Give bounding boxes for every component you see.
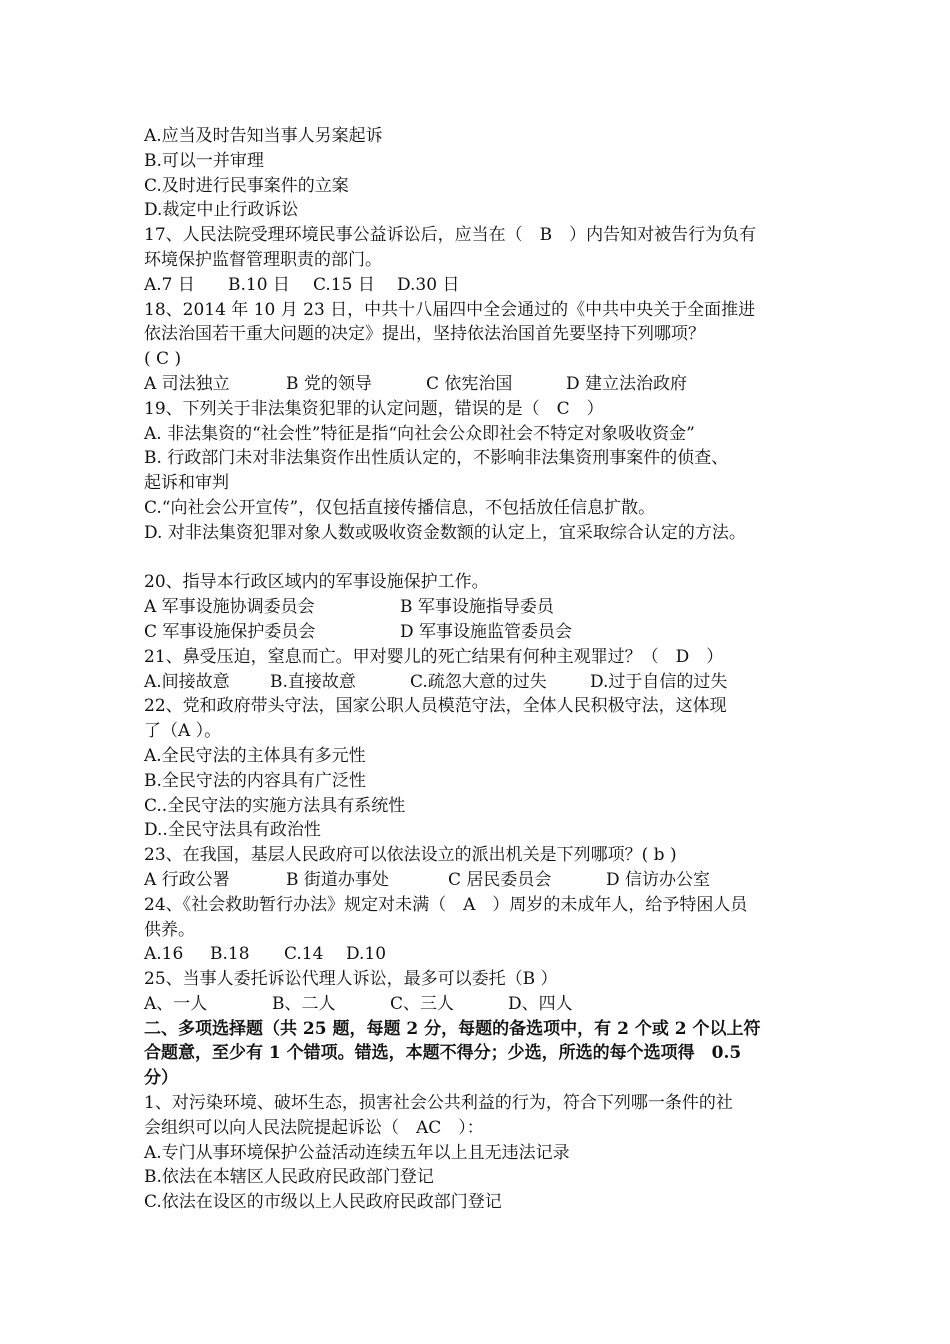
q22-option-c: C..全民守法的实施方法具有系统性 (144, 795, 406, 816)
q17-options (144, 273, 824, 298)
q22-option-d: D..全民守法具有政治性 (144, 820, 321, 841)
q23-option-c: C 居民委员会 (448, 869, 552, 890)
q17-stem-line-1: 17、人民法院受理环境民事公益诉讼后，应当在（ B ）内告知对被告行为负有 (144, 225, 757, 246)
q25-stem: 25、当事人委托诉讼代理人诉讼，最多可以委托（B ） (144, 969, 558, 990)
q20-option-b: B 军事设施指导委员 (400, 597, 554, 618)
q21-option-a: A.间接故意 (144, 671, 230, 692)
q22-option-b: B.全民守法的内容具有广泛性 (144, 770, 366, 791)
q19-option-b-line-1: B. 行政部门未对非法集资作出性质认定的，不影响非法集资刑事案件的侦查、 (144, 448, 729, 469)
q24-option-a: A.16 (144, 944, 184, 965)
q17-option-b: B.10 日 (228, 274, 290, 295)
q24-options (144, 942, 824, 967)
section-2-heading-line-2: 合题意，至少有 1 个错项。错选，本题不得分；少选，所选的每个选项得 0.5 (144, 1043, 742, 1064)
q23-option-b: B 街道办事处 (286, 869, 389, 890)
q17-stem-line-2: 环境保护监督管理职责的部门。 (144, 249, 382, 270)
q16-option-d: D.裁定中止行政诉讼 (144, 200, 299, 221)
m1-stem-line-2: 会组织可以向人民法院提起诉讼（ AC ）： (144, 1117, 484, 1138)
q18-option-c: C 依宪治国 (426, 373, 513, 394)
q21-options (144, 670, 824, 695)
q20-option-c: C 军事设施保护委员会 (144, 621, 316, 642)
q24-stem-line-1: 24、《社会救助暂行办法》规定对未满（ A ）周岁的未成年人，给予特困人员 (144, 894, 748, 915)
q25-option-c: C、三人 (390, 993, 455, 1014)
q21-option-c: C.疏忽大意的过失 (410, 671, 547, 692)
q24-option-c: C.14 (284, 944, 324, 965)
q25-option-a: A、一人 (144, 993, 208, 1014)
q22-stem-line-2: 了（A ）。 (144, 721, 222, 742)
q25-option-d: D、四人 (508, 993, 573, 1014)
q21-stem: 21、鼻受压迫，窒息而亡。甲对婴儿的死亡结果有何种主观罪过？（ D ） (144, 646, 724, 667)
section-2-heading-line-1: 二、多项选择题（共 25 题，每题 2 分，每题的备选项中，有 2 个或 2 个以上符 (144, 1018, 761, 1039)
q23-option-a: A 行政公署 (144, 869, 230, 890)
q18-stem-line-3: ( C ) (144, 349, 182, 370)
q16-option-b: B.可以一并审理 (144, 150, 264, 171)
q17-option-d: D.30 日 (397, 274, 460, 295)
q17-option-c: C.15 日 (313, 274, 375, 295)
q20-options-row-2 (144, 620, 824, 645)
m1-option-b: B.依法在本辖区人民政府民政部门登记 (144, 1167, 434, 1188)
q20-option-a: A 军事设施协调委员会 (144, 597, 315, 618)
q20-stem: 20、指导本行政区域内的军事设施保护工作。 (144, 572, 489, 593)
q16-option-a: A.应当及时告知当事人另案起诉 (144, 126, 383, 146)
blank-line (144, 546, 824, 571)
q25-option-b: B、二人 (272, 993, 336, 1014)
q24-option-d: D.10 (346, 944, 387, 965)
q16-option-c: C.及时进行民事案件的立案 (144, 175, 349, 196)
q18-stem-line-2: 依法治国若干重大问题的决定》提出，坚持依法治国首先要坚持下列哪项？ (144, 324, 705, 345)
m1-option-c: C.依法在设区的市级以上人民政府民政部门登记 (144, 1192, 502, 1213)
q23-options (144, 868, 824, 893)
q23-stem: 23、在我国，基层人民政府可以依法设立的派出机关是下列哪项？( b ) (144, 845, 677, 866)
q18-stem-line-1: 18、2014 年 10 月 23 日，中共十八届四中全会通过的《中共中央关于全面推进 (144, 299, 756, 320)
q19-stem: 19、下列关于非法集资犯罪的认定问题，错误的是（ C ） (144, 398, 604, 419)
q18-option-d: D 建立法治政府 (566, 373, 688, 394)
q25-options (144, 992, 824, 1017)
q19-option-c: C.“向社会公开宣传”，仅包括直接传播信息，不包括放任信息扩散。 (144, 497, 656, 518)
q21-option-b: B.直接故意 (270, 671, 356, 692)
q20-option-d: D 军事设施监管委员会 (400, 621, 573, 642)
m1-option-a: A.专门从事环境保护公益活动连续五年以上且无违法记录 (144, 1142, 570, 1163)
q18-options (144, 372, 824, 397)
q22-stem-line-1: 22、党和政府带头守法，国家公职人员模范守法，全体人民积极守法，这体现 (144, 696, 727, 717)
q18-option-b: B 党的领导 (286, 373, 372, 394)
document-body (144, 124, 824, 1215)
q23-option-d: D 信访办公室 (606, 869, 711, 890)
q24-option-b: B.18 (210, 944, 250, 965)
q19-option-d: D. 对非法集资犯罪对象人数或吸收资金数额的认定上，宜采取综合认定的方法。 (144, 522, 746, 543)
q18-option-a: A 司法独立 (144, 373, 230, 394)
section-2-heading-line-3: 分） (144, 1068, 178, 1089)
q22-option-a: A.全民守法的主体具有多元性 (144, 745, 366, 766)
m1-stem-line-1: 1、对污染环境、破坏生态，损害社会公共利益的行为，符合下列哪一条件的社 (144, 1093, 733, 1114)
q17-option-a: A.7 日 (144, 274, 195, 295)
q20-options-row-1 (144, 595, 824, 620)
q19-option-b-line-2: 起诉和审判 (144, 473, 229, 494)
q21-option-d: D.过于自信的过失 (590, 671, 728, 692)
q24-stem-line-2: 供养。 (144, 919, 195, 940)
q19-option-a: A. 非法集资的“社会性”特征是指“向社会公众即社会不特定对象吸收资金” (144, 423, 695, 444)
